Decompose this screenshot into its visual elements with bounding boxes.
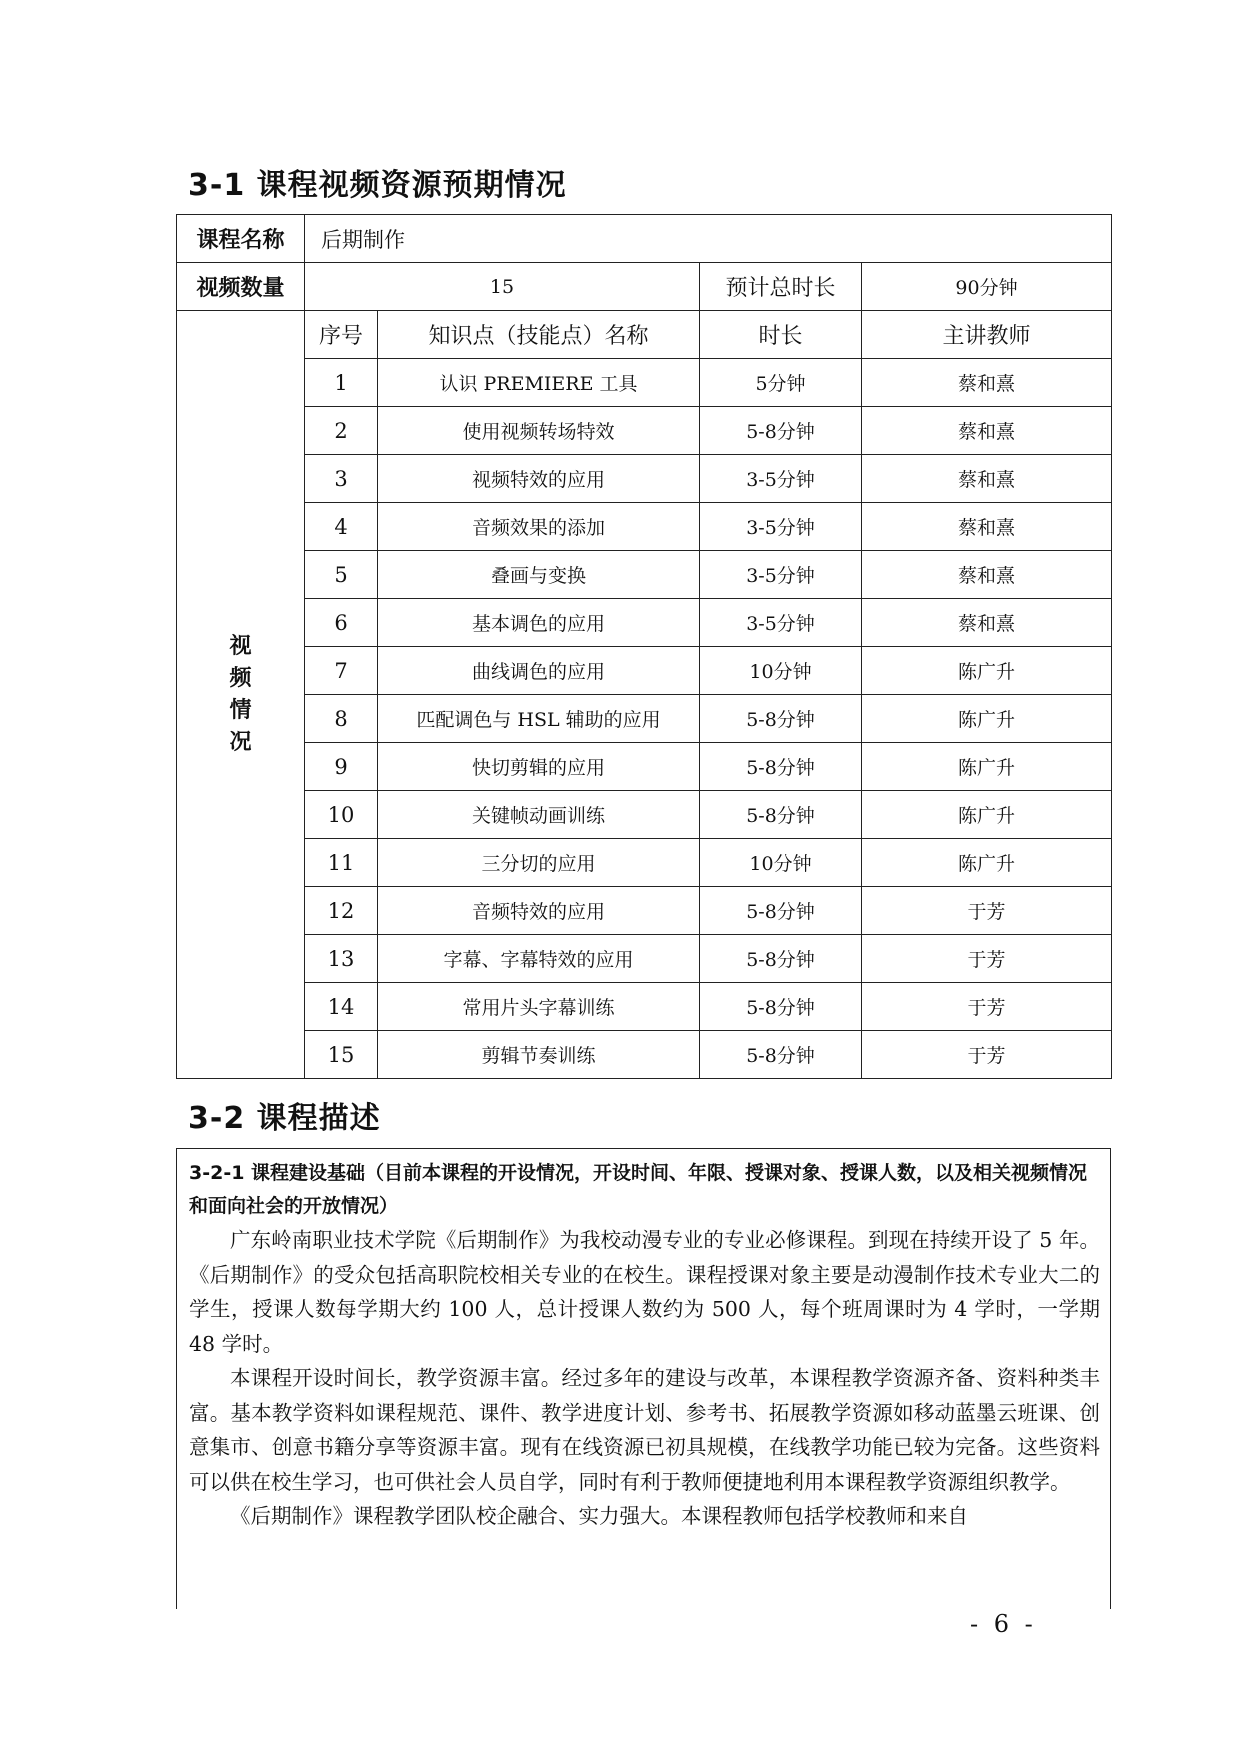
course-description-box <box>176 1148 1111 1609</box>
row-topic: 常用片头字幕训练 <box>378 983 700 1031</box>
description-paragraph: 《后期制作》课程教学团队校企融合、实力强大。本课程教师包括学校教师和来自 <box>230 1504 968 1528</box>
row-teacher: 于芳 <box>862 983 1112 1031</box>
table-row <box>177 887 1112 935</box>
row-teacher: 于芳 <box>862 935 1112 983</box>
row-topic: 关键帧动画训练 <box>378 791 700 839</box>
row-topic: 视频特效的应用 <box>378 455 700 503</box>
row-no: 5 <box>305 551 378 599</box>
row-duration: 10分钟 <box>700 647 862 695</box>
table-row <box>177 599 1112 647</box>
row-teacher: 蔡和熹 <box>862 599 1112 647</box>
page-number: - 6 - <box>970 1610 1037 1638</box>
row-topic: 匹配调色与 HSL 辅助的应用 <box>378 695 700 743</box>
table-row <box>177 935 1112 983</box>
video-count-value: 15 <box>305 263 700 311</box>
row-topic: 剪辑节奏训练 <box>378 1031 700 1079</box>
video-count-label: 视频数量 <box>177 263 305 311</box>
row-topic: 基本调色的应用 <box>378 599 700 647</box>
table-row <box>177 983 1112 1031</box>
header-no: 序号 <box>305 311 378 359</box>
row-duration: 5分钟 <box>700 359 862 407</box>
table-row <box>177 407 1112 455</box>
row-no: 13 <box>305 935 378 983</box>
row-topic: 三分切的应用 <box>378 839 700 887</box>
row-duration: 5-8分钟 <box>700 983 862 1031</box>
row-teacher: 蔡和熹 <box>862 359 1112 407</box>
row-no: 7 <box>305 647 378 695</box>
column-header-row <box>177 311 1112 359</box>
video-count-row <box>177 263 1112 311</box>
row-duration: 3-5分钟 <box>700 551 862 599</box>
table-row <box>177 551 1112 599</box>
row-duration: 5-8分钟 <box>700 935 862 983</box>
section-title-3-2: 3-2 课程描述 <box>188 1101 381 1136</box>
table-row <box>177 503 1112 551</box>
row-no: 4 <box>305 503 378 551</box>
course-name-row <box>177 215 1112 263</box>
row-topic: 曲线调色的应用 <box>378 647 700 695</box>
row-teacher: 蔡和熹 <box>862 551 1112 599</box>
row-no: 15 <box>305 1031 378 1079</box>
row-teacher: 陈广升 <box>862 695 1112 743</box>
table-row <box>177 839 1112 887</box>
row-duration: 5-8分钟 <box>700 743 862 791</box>
row-teacher: 蔡和熹 <box>862 455 1112 503</box>
description-paragraph: 本课程开设时间长，教学资源丰富。经过多年的建设与改革，本课程教学资源齐备、资料种类丰富。基本教学资料如课程规范、课件、教学进度计划、参考书、拓展教学资源如移动蓝墨云班课、创意集市、创意书籍分享等资源丰富。现有在线资源已初具规模，在线教学功能已较为完备。这些资料可以供在校生学习，也可供社会人员自学，同时有利于教师便捷地利用本课程教学资源组织教学。 <box>189 1366 1100 1494</box>
row-no: 11 <box>305 839 378 887</box>
row-no: 6 <box>305 599 378 647</box>
row-no: 12 <box>305 887 378 935</box>
row-duration: 3-5分钟 <box>700 503 862 551</box>
header-topic: 知识点（技能点）名称 <box>378 311 700 359</box>
row-no: 14 <box>305 983 378 1031</box>
table-row <box>177 695 1112 743</box>
video-resource-table <box>176 214 1112 1079</box>
row-topic: 认识 PREMIERE 工具 <box>378 359 700 407</box>
row-teacher: 蔡和熹 <box>862 503 1112 551</box>
course-name-value: 后期制作 <box>305 215 1112 263</box>
row-teacher: 蔡和熹 <box>862 407 1112 455</box>
table-row <box>177 1031 1112 1079</box>
row-no: 1 <box>305 359 378 407</box>
total-duration-label: 预计总时长 <box>700 263 862 311</box>
row-no: 8 <box>305 695 378 743</box>
video-side-label <box>177 311 305 1079</box>
row-teacher: 陈广升 <box>862 839 1112 887</box>
row-teacher: 于芳 <box>862 887 1112 935</box>
table-row <box>177 647 1112 695</box>
row-duration: 5-8分钟 <box>700 407 862 455</box>
table-row <box>177 791 1112 839</box>
row-no: 3 <box>305 455 378 503</box>
section-title-3-1: 3-1 课程视频资源预期情况 <box>188 168 567 203</box>
header-duration: 时长 <box>700 311 862 359</box>
row-teacher: 陈广升 <box>862 791 1112 839</box>
row-teacher: 陈广升 <box>862 743 1112 791</box>
row-teacher: 陈广升 <box>862 647 1112 695</box>
table-row <box>177 743 1112 791</box>
row-topic: 使用视频转场特效 <box>378 407 700 455</box>
table-row <box>177 359 1112 407</box>
video-side-text: 视频情况 <box>229 633 252 755</box>
row-duration: 5-8分钟 <box>700 695 862 743</box>
row-topic: 快切剪辑的应用 <box>378 743 700 791</box>
row-duration: 10分钟 <box>700 839 862 887</box>
row-teacher: 于芳 <box>862 1031 1112 1079</box>
row-topic: 音频效果的添加 <box>378 503 700 551</box>
row-topic: 叠画与变换 <box>378 551 700 599</box>
total-duration-value: 90分钟 <box>862 263 1112 311</box>
row-duration: 3-5分钟 <box>700 599 862 647</box>
row-no: 2 <box>305 407 378 455</box>
row-duration: 3-5分钟 <box>700 455 862 503</box>
description-paragraph: 广东岭南职业技术学院《后期制作》为我校动漫专业的专业必修课程。到现在持续开设了 5 年。《后期制作》的受众包括高职院校相关专业的在校生。课程授课对象主要是动漫制作技术专业大二的学生，授课人数每学期大约 100 人，总计授课人数约为 500 人，每个班周课时为 4 学时，一学期 48 学时。 <box>189 1228 1100 1356</box>
row-topic: 字幕、字幕特效的应用 <box>378 935 700 983</box>
table-row <box>177 455 1112 503</box>
header-teacher: 主讲教师 <box>862 311 1112 359</box>
row-duration: 5-8分钟 <box>700 887 862 935</box>
row-duration: 5-8分钟 <box>700 1031 862 1079</box>
row-no: 10 <box>305 791 378 839</box>
row-no: 9 <box>305 743 378 791</box>
row-topic: 音频特效的应用 <box>378 887 700 935</box>
description-heading: 3-2-1 课程建设基础（目前本课程的开设情况，开设时间、年限、授课对象、授课人数，以及相关视频情况和面向社会的开放情况） <box>189 1162 1088 1217</box>
course-name-label: 课程名称 <box>177 215 305 263</box>
row-duration: 5-8分钟 <box>700 791 862 839</box>
